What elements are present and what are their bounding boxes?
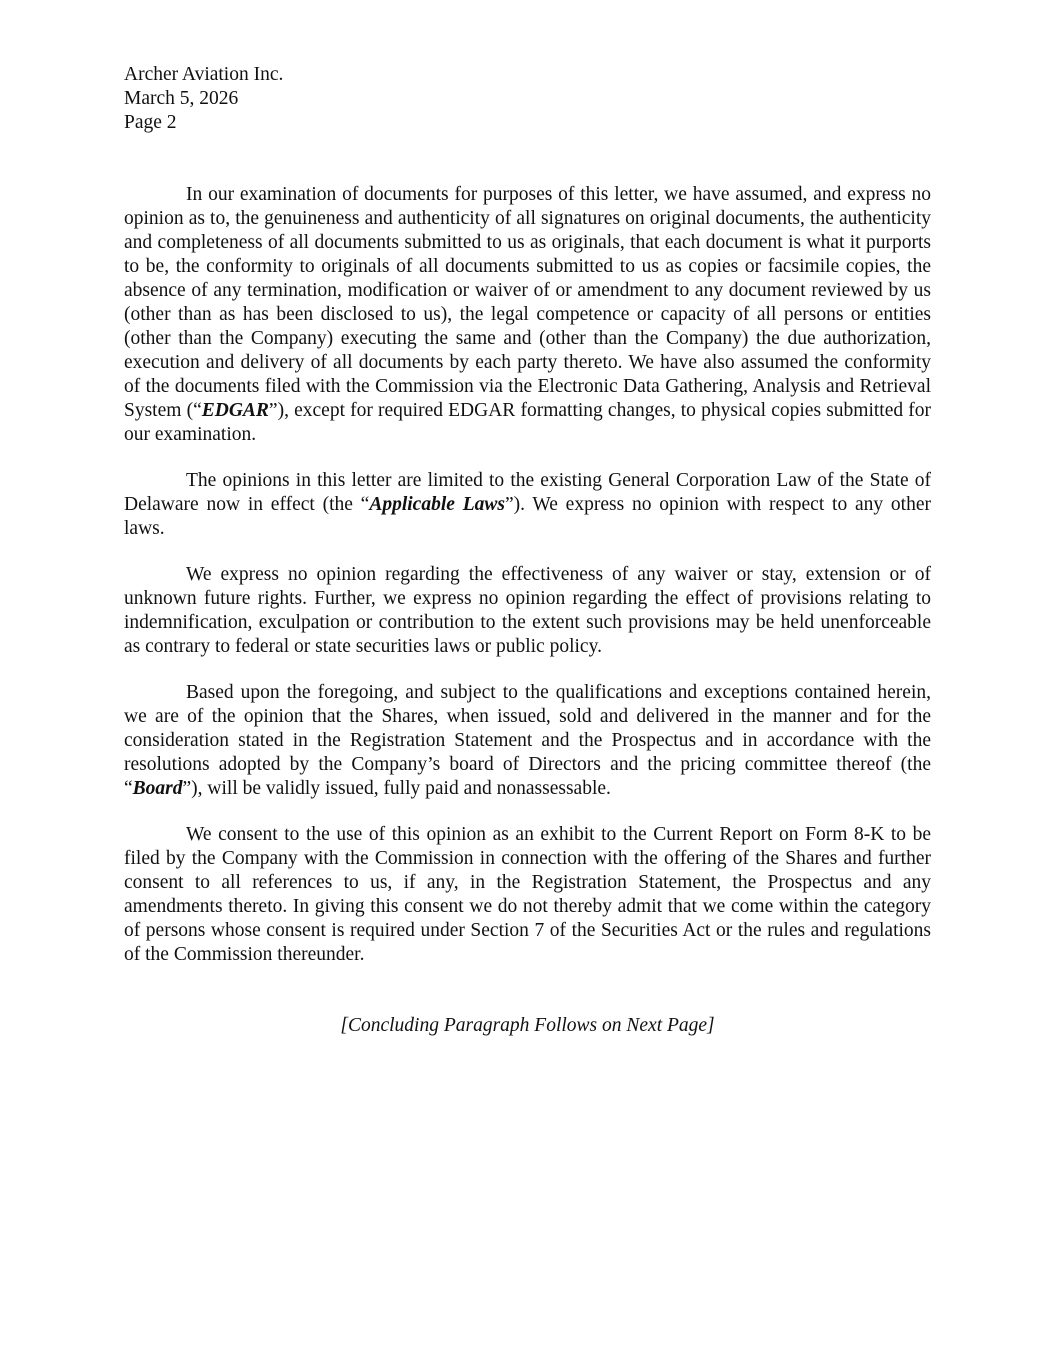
paragraph-text: In our examination of documents for purposes of this letter, we have assumed, and express no opinion as to, the genuineness and authenticity of all signatures on original documents, the authenticity and completeness of all documents submitted to us as originals, that each document is what it purports to be, the conformity to originals of all documents submitted to us as copies or facsimile copies, the absence of any termination, modification or waiver of or amendment to any document reviewed by us (other than as has been disclosed to us), the legal competence or capacity of all persons or entities (other than the Company) executing the same and (other than the Company) the due authorization, execution and delivery of all documents by each party thereto. We have also assumed the conformity of the documents filed with the Commission via the Electronic Data Gathering, Analysis and Retrieval System (“ xyxy=(124,184,931,421)
paragraph-no-opinion xyxy=(124,563,931,659)
paragraph-opinion xyxy=(124,681,931,801)
continuation-note: [Concluding Paragraph Follows on Next Page] xyxy=(340,1015,715,1036)
paragraph-text: ”), will be validly issued, fully paid and nonassessable. xyxy=(182,778,611,799)
defined-term-edgar: EDGAR xyxy=(201,400,269,421)
page-number: Page 2 xyxy=(124,112,177,133)
paragraph-assumptions xyxy=(124,183,931,447)
paragraph-applicable-laws xyxy=(124,469,931,541)
letter-header xyxy=(124,63,931,135)
paragraph-text: The opinions in this letter are limited to the existing General Corporation Law of the State of Delaware now in effect (the “ xyxy=(124,470,931,515)
letter-page xyxy=(124,63,931,967)
company-name: Archer Aviation Inc. xyxy=(124,64,284,85)
letter-date: March 5, 2026 xyxy=(124,88,239,109)
paragraph-text: Based upon the foregoing, and subject to the qualifications and exceptions contained herein, we are of the opinion that the Shares, when issued, sold and delivered in the manner and for the consideration stated in the Registration Statement and the Prospectus and in accordance with the resolutions adopted by the Company’s board of Directors and the pricing committee thereof (the “ xyxy=(124,682,931,799)
paragraph-text: We consent to the use of this opinion as an exhibit to the Current Report on Form 8-K to be filed by the Company with the Commission in connection with the offering of the Shares and further consent to all references to us, if any, in the Registration Statement, the Prospectus and any amendments thereto. In giving this consent we do not thereby admit that we come within the category of persons whose consent is required under Section 7 of the Securities Act or the rules and regulations of the Commission thereunder. xyxy=(124,824,931,965)
paragraph-text: ”). We express no opinion with respect to any other laws. xyxy=(124,494,931,539)
defined-term-board: Board xyxy=(132,778,183,799)
paragraph-consent xyxy=(124,823,931,967)
paragraph-text: ”), except for required EDGAR formatting changes, to physical copies submitted for our examination. xyxy=(124,400,931,445)
defined-term-applicable-laws: Applicable Laws xyxy=(369,494,505,515)
paragraph-text: We express no opinion regarding the effectiveness of any waiver or stay, extension or of unknown future rights. Further, we express no opinion regarding the effect of provisions relating to indemnification, exculpation or contribution to the extent such provisions may be held unenforceable as contrary to federal or state securities laws or public policy. xyxy=(124,564,931,657)
